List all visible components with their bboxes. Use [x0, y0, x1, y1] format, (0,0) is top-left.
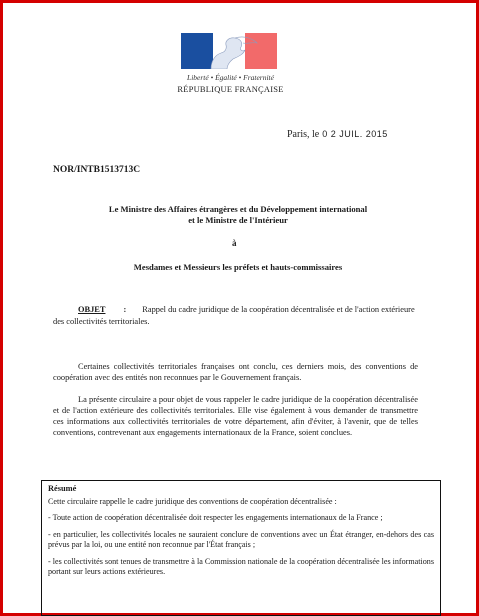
date-stamp: 0 2 JUIL. 2015 — [322, 129, 388, 139]
date-line — [287, 129, 388, 140]
ministers-line-1: Le Ministre des Affaires étrangères et du Développement international — [108, 204, 368, 214]
ministers-heading — [63, 204, 413, 226]
ministers-line-2: et le Ministre de l'Intérieur — [188, 215, 288, 225]
subject-colon: : — [123, 305, 127, 314]
summary-intro: Cette circulaire rappelle le cadre juridique des conventions de coopération décentralisée : — [48, 496, 337, 506]
republic-name: RÉPUBLIQUE FRANÇAISE — [177, 84, 284, 94]
subject-text: Rappel du cadre juridique de la coopération décentralisée et de l'action extérieure des collectivités territoriales. — [53, 305, 415, 326]
subject-label: OBJET — [78, 305, 106, 314]
body-paragraph: La présente circulaire a pour objet de vous rappeler le cadre juridique de la coopération décentralisée et de l'action extérieure des collectivités territoriales. Elle vise également à vous demander de transmettre ces informations aux collectivités territoriales de votre département, afin d'éviter, à l'avenir, que de telles conventions, contrevenant aux engagements internationaux de la France, soient conclues. — [53, 395, 418, 437]
summary-item: - en particulier, les collectivités locales ne sauraient conclure de conventions avec un État étranger, en-dehors des cas prévus par la loi, ou une entité non reconnue par l'État français ; — [48, 529, 434, 549]
body-paragraph: Certaines collectivités territoriales françaises ont conclu, ces derniers mois, des conventions de coopération avec des entités non reconnues par le Gouvernement français. — [53, 362, 418, 382]
summary-item: - Toute action de coopération décentralisée doit respecter les engagements internationaux de la France ; — [48, 513, 383, 522]
marianne-logo — [181, 33, 277, 69]
reference-number: NOR/INTB1513713C — [53, 165, 141, 175]
marianne-profile-icon — [181, 33, 277, 69]
subject-block — [53, 304, 418, 327]
date-place: Paris, le — [287, 129, 320, 140]
summary-item: - les collectivités sont tenues de transmettre à la Commission nationale de la coopération décentralisée les informations portant sur leurs actions extérieures. — [48, 556, 434, 576]
addressee-separator: à — [232, 238, 237, 248]
summary-box — [41, 480, 441, 616]
republic-motto: Liberté • Égalité • Fraternité — [187, 73, 274, 82]
recipients-heading: Mesdames et Messieurs les préfets et hauts-commissaires — [133, 262, 343, 272]
summary-title: Résumé — [48, 484, 77, 493]
